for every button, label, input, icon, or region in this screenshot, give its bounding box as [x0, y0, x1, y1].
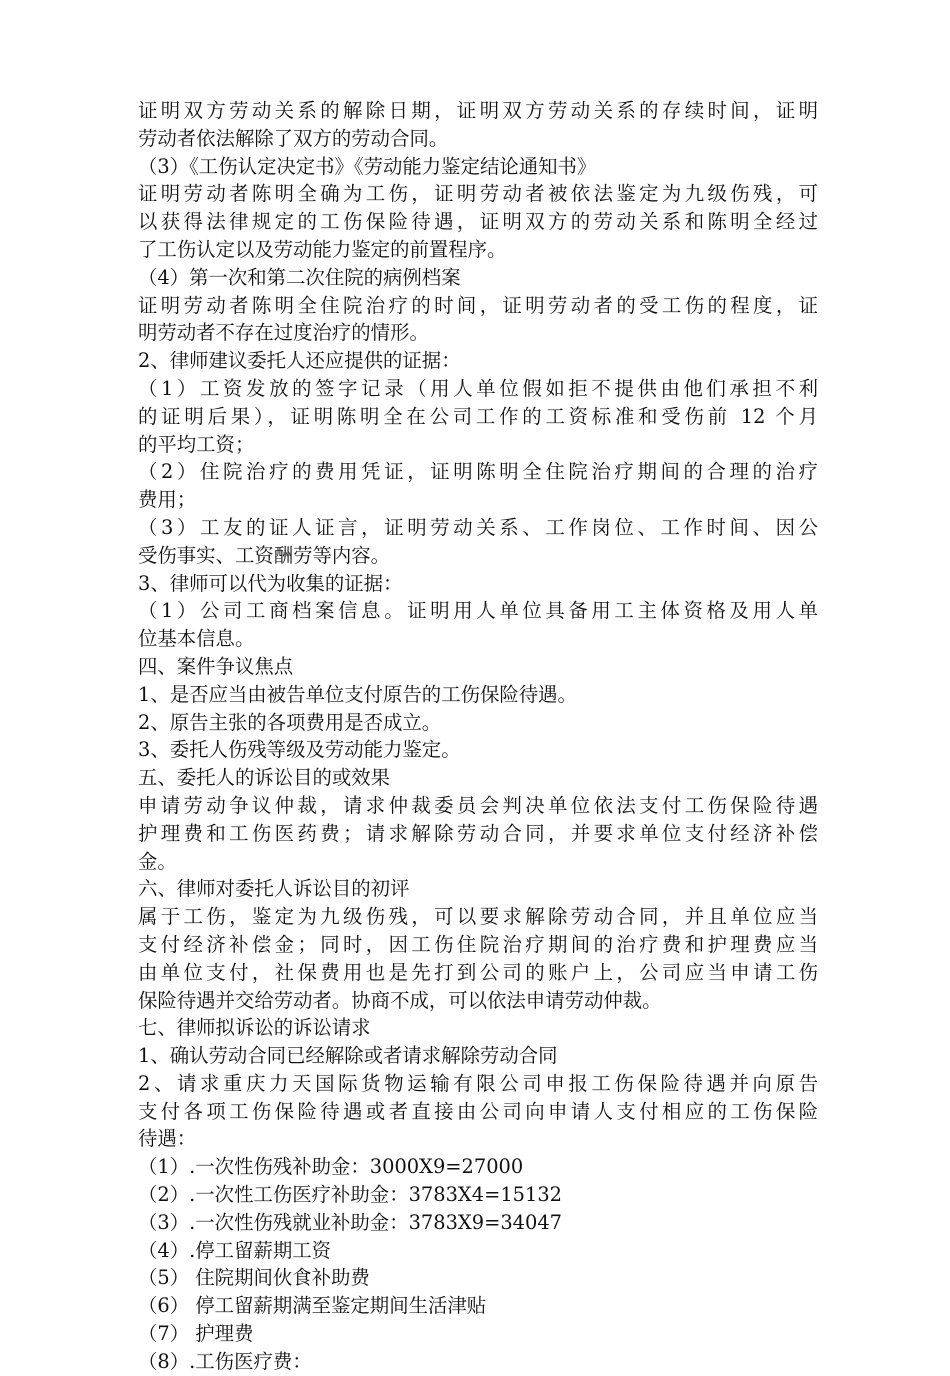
text-line: 3、律师可以代为收集的证据： [138, 571, 403, 595]
text-line: 六、律师对委托人诉讼目的初评 [138, 877, 410, 901]
text-line: （3）工友的证人证言，证明劳动关系、工作岗位、工作时间、因公 [138, 515, 818, 539]
text-line: （1）.一次性伤残补助金：3000X9=27000 [138, 1155, 524, 1179]
text-line: 了工伤认定以及劳动能力鉴定的前置程序。 [138, 237, 507, 261]
text-line: （1）工资发放的签字记录（用人单位假如拒不提供由他们承担不利 [138, 376, 818, 400]
text-line: （8）.工伤医疗费： [138, 1349, 312, 1373]
text-line: 受伤事实、工资酬劳等内容。 [138, 543, 391, 567]
text-line: 属于工伤，鉴定为九级伤残，可以要求解除劳动合同，并且单位应当 [138, 905, 818, 929]
text-line: （4）第一次和第二次住院的病例档案 [138, 265, 461, 289]
text-line: 1、确认劳动合同已经解除或者请求解除劳动合同 [138, 1044, 558, 1068]
text-line: 2、律师建议委托人还应提供的证据： [138, 349, 461, 373]
text-line: 七、律师拟诉讼的诉讼请求 [138, 1016, 371, 1040]
text-line: （6） 停工留薪期满至鉴定期间生活津贴 [138, 1294, 487, 1318]
text-line: （1）公司工商档案信息。证明用人单位具备用工主体资格及用人单 [138, 599, 818, 623]
text-line: （5） 住院期间伙食补助费 [138, 1266, 370, 1290]
text-line: 待遇： [138, 1127, 197, 1151]
text-line: 支付经济补偿金；同时，因工伤住院治疗期间的治疗费和护理费应当 [138, 932, 818, 956]
text-line: 的证明后果），证明陈明全在公司工作的工资标准和受伤前 12 个月 [138, 404, 818, 428]
text-line: 支付各项工伤保险待遇或者直接由公司向申请人支付相应的工伤保险 [138, 1099, 818, 1123]
text-line: 金。 [138, 849, 177, 873]
text-line: 证明双方劳动关系的解除日期，证明双方劳动关系的存续时间，证明 [138, 99, 818, 122]
text-line: 以获得法律规定的工伤保险待遇，证明双方的劳动关系和陈明全经过 [138, 210, 818, 234]
text-line: 2、原告主张的各项费用是否成立。 [138, 710, 442, 734]
text-line: 3、委托人伤残等级及劳动能力鉴定。 [138, 738, 461, 762]
text-line: 位基本信息。 [138, 627, 255, 651]
text-line: 劳动者依法解除了双方的劳动合同。 [138, 126, 449, 150]
text-line: （2）.一次性工伤医疗补助金：3783X4=15132 [138, 1183, 562, 1207]
text-line: 保险待遇并交给劳动者。协商不成，可以依法申请劳动仲裁。 [138, 988, 662, 1012]
text-line: 五、委托人的诉讼目的或效果 [138, 766, 391, 790]
text-line: 明劳动者不存在过度治疗的情形。 [138, 321, 429, 345]
text-line: 费用； [138, 488, 197, 512]
document-page [138, 97, 818, 1376]
text-line: （3）《工伤认定决定书》《劳动能力鉴定结论通知书》 [138, 154, 597, 178]
text-line: 证明劳动者陈明全住院治疗的时间，证明劳动者的受工伤的程度，证 [138, 293, 818, 317]
text-line: 由单位支付，社保费用也是先打到公司的账户上，公司应当申请工伤 [138, 960, 818, 984]
text-line: 的平均工资； [138, 432, 255, 456]
text-line: （7） 护理费 [138, 1322, 254, 1346]
text-line: 1、是否应当由被告单位支付原告的工伤保险待遇。 [138, 682, 577, 706]
text-line: （4）.停工留薪期工资 [138, 1238, 332, 1262]
text-line: （3）.一次性伤残就业补助金：3783X9=34047 [138, 1210, 562, 1234]
text-line: 申请劳动争议仲裁，请求仲裁委员会判决单位依法支付工伤保险待遇 [138, 793, 818, 817]
text-line: 证明劳动者陈明全确为工伤，证明劳动者被依法鉴定为九级伤残，可 [138, 182, 818, 206]
text-line: 2、请求重庆力天国际货物运输有限公司申报工伤保险待遇并向原告 [138, 1071, 818, 1095]
text-line: （2）住院治疗的费用凭证，证明陈明全住院治疗期间的合理的治疗 [138, 460, 818, 484]
text-line: 四、案件争议焦点 [138, 654, 294, 678]
text-line: 护理费和工伤医药费；请求解除劳动合同，并要求单位支付经济补偿 [138, 821, 818, 845]
